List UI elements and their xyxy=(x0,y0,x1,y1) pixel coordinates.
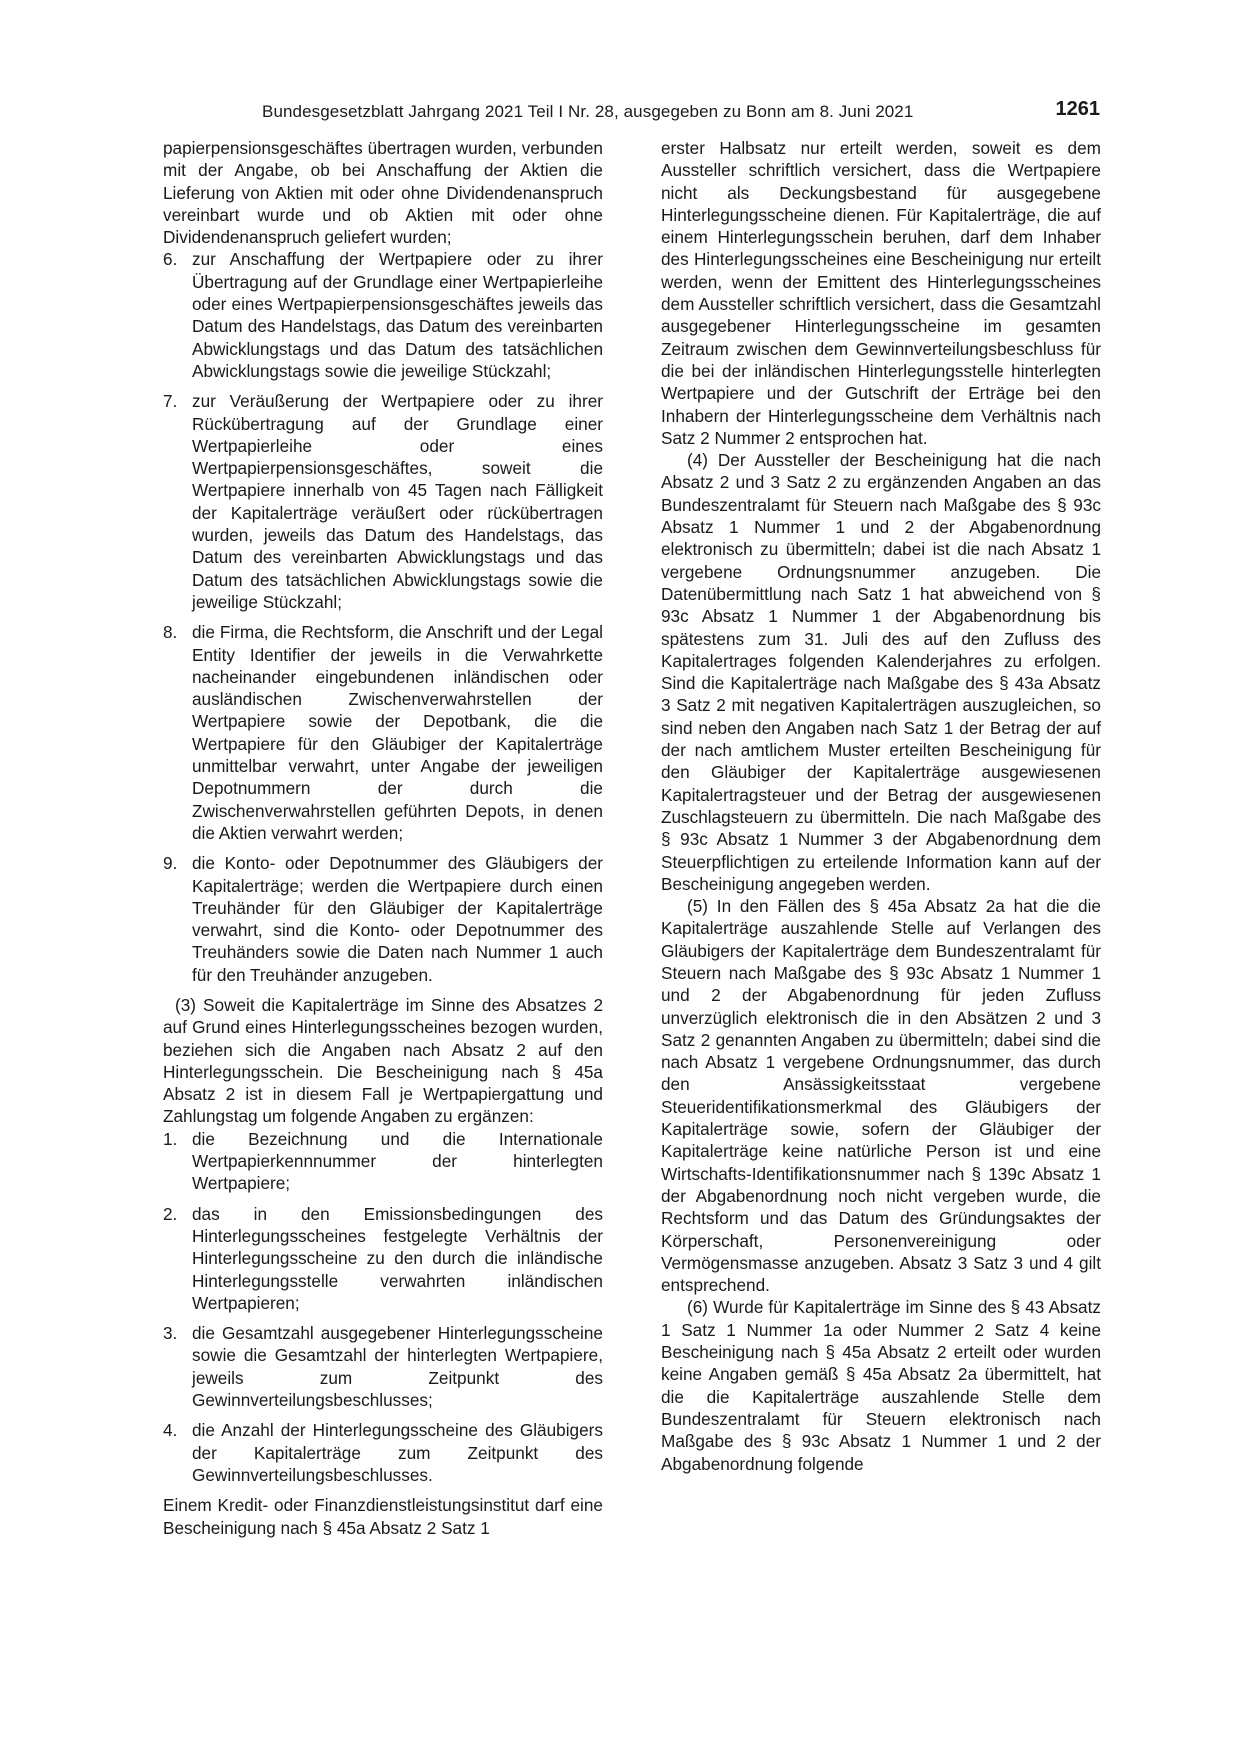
paragraph-5: (5) In den Fällen des § 45a Absatz 2a hat die die Kapitalerträge auszahlende Stelle auf Verlangen des Gläubigers der Kapitalerträge dem Bundeszentralamt für Steuern nach Maßgabe des § 93c Absatz 1 Nummer 1 und 2 der Abgabenordnung für jeden Zufluss unverzüglich elektronisch die in den Absätzen 2 und 3 Satz 2 genannten Angaben zu übermitteln; dabei sind die nach Absatz 1 vergebene Ordnungsnummer, das durch den Ansässigkeitsstaat vergebene Steueridentifikationsmerkmal des Gläubigers der Kapitalerträge sowie, sofern der Gläubiger der Kapitalerträge keine natürliche Person ist und eine Wirtschafts-Identifikationsnummer nach § 139c Absatz 1 der Abgabenordnung noch nicht vergeben wurde, die Rechtsform und das Datum des Gründungsaktes der Körperschaft, Personenvereinigung oder Vermögensmasse anzugeben. Absatz 3 Satz 3 und 4 gilt entsprechend. xyxy=(661,896,1101,1296)
page-header xyxy=(160,98,1100,128)
item-text: zur Veräußerung der Wertpapiere oder zu ihrer Rückübertragung auf der Grundlage einer Wertpapierleihe oder eines Wertpapierpensionsgeschäftes, soweit die Wertpapiere innerhalb von 45 Tagen nach Fälligkeit der Kapitalerträge veräußert oder rückübertragen wurden, jeweils das Datum des Handelstags, das Datum des vereinbarten Abwicklungstags und das Datum des tatsächlichen Abwicklungstags sowie die jeweilige Stückzahl; xyxy=(192,391,603,612)
list-item xyxy=(163,1322,603,1411)
closing-text: Einem Kredit- oder Finanzdienstleistungsinstitut darf eine Bescheinigung nach § 45a Absatz 2 Satz 1 xyxy=(163,1495,603,1538)
running-title: Bundesgesetzblatt Jahrgang 2021 Teil I Nr. 28, ausgegeben zu Bonn am 8. Juni 2021 xyxy=(262,102,914,121)
list-item xyxy=(163,248,603,382)
item-number: 8. xyxy=(163,622,178,643)
item-text: die Konto- oder Depotnummer des Gläubigers der Kapitalerträge; werden die Wertpapiere durch einen Treuhänder für den Gläubiger der Kapitalerträge verwahrt, sind die Konto- oder Depotnummer des Treuhänders sowie die Daten nach Nummer 1 auch für den Treuhänder anzugeben. xyxy=(192,853,603,985)
continuation-text: erster Halbsatz nur erteilt werden, soweit es dem Aussteller schriftlich versichert, dass die Wertpapiere nicht als Deckungsbestand für ausgegebene Hinterlegungsscheine dienen. Für Kapitalerträge, die auf einem Hinterlegungsschein beruhen, darf dem Inhaber des Hinterlegungsscheines eine Bescheinigung nur erteilt werden, wenn der Emittent des Hinterlegungsscheines dem Aussteller schriftlich versichert, dass die Gesamtzahl ausgegebener Hinterlegungsscheine im gesamten Zeitraum zwischen dem Gewinnverteilungsbeschluss für die bei der inländischen Hinterlegungsstelle hinterlegten Wertpapiere und der Gutschrift der Erträge bei den Inhabern der Hinterlegungsscheine dem Verhältnis nach Satz 2 Nummer 2 entsprochen hat. xyxy=(661,138,1101,448)
paragraph-4: (4) Der Aussteller der Bescheinigung hat die nach Absatz 2 und 3 Satz 2 zu ergänzenden Angaben an das Bundeszentralamt für Steuern nach Maßgabe des § 93c Absatz 1 Nummer 1 und 2 der Abgabenordnung elektronisch zu übermitteln; dabei ist die nach Absatz 1 vergebene Ordnungsnummer anzugeben. Die Datenübermittlung nach Satz 1 hat abweichend von § 93c Absatz 1 Nummer 1 der Abgabenordnung bis spätestens zum 31. Juli des auf den Zufluss des Kapitalertrages folgenden Kalenderjahres zu erfolgen. Sind die Kapitalerträge nach Maßgabe des § 43a Absatz 3 Satz 2 mit negativen Kapitalerträgen auszugleichen, so sind neben den Angaben nach Satz 1 der Betrag der auf der nach amtlichem Muster erteilten Bescheinigung für den Gläubiger der Kapitalerträge ausgewiesenen Kapitalertragsteuer und der Betrag der ausgewiesenen Zuschlagsteuern zu übermitteln. Die nach Maßgabe des § 93c Absatz 1 Nummer 3 der Abgabenordnung dem Steuerpflichtigen zu erteilende Information kann auf der Bescheinigung angegeben werden. xyxy=(661,450,1101,894)
list-item xyxy=(163,621,603,844)
item-text: zur Anschaffung der Wertpapiere oder zu ihrer Übertragung auf der Grundlage einer Wertpapierleihe oder eines Wertpapierpensionsgeschäftes jeweils das Datum des Handelstags, das Datum des vereinbarten Abwicklungstags und das Datum des tatsächlichen Abwicklungstags sowie die jeweilige Stückzahl; xyxy=(192,249,603,381)
page-number: 1261 xyxy=(1055,98,1100,120)
item-number: 7. xyxy=(163,391,178,412)
item-number: 4. xyxy=(163,1420,178,1441)
item-number: 3. xyxy=(163,1323,178,1344)
item-text: die Anzahl der Hinterlegungsscheine des Gläubigers der Kapitalerträge zum Zeitpunkt des Gewinnverteilungsbeschlusses. xyxy=(192,1420,603,1485)
right-column xyxy=(661,137,1101,1475)
item-number: 2. xyxy=(163,1203,178,1224)
item-text: die Bezeichnung und die Internationale Wertpapierkennnummer der hinterlegten Wertpapiere; xyxy=(192,1128,603,1194)
item-number: 9. xyxy=(163,853,178,874)
list-item xyxy=(163,390,603,613)
item-number: 1. xyxy=(163,1128,178,1149)
item-text: das in den Emissionsbedingungen des Hinterlegungsscheines festgelegte Verhältnis der Hinterlegungsscheine zu den durch die inländische Hinterlegungsstelle verwahrten inländischen Wertpapieren; xyxy=(192,1203,603,1313)
item-number: 6. xyxy=(163,249,178,270)
list-item xyxy=(163,1419,603,1486)
item-text: die Firma, die Rechtsform, die Anschrift und der Legal Entity Identifier der jeweils in die Verwahrkette nacheinander eingebundenen inländischen oder ausländischen Zwischenverwahrstellen der Wertpapiere sowie der Depotbank, die die Wertpapiere für den Gläubiger der Kapitalerträge unmittelbar verwahrt, unter Angabe der jeweiligen Depotnummern der durch die Zwischenverwahrstellen geführten Depots, in denen die Aktien verwahrt werden; xyxy=(192,622,603,843)
paragraph-3: (3) Soweit die Kapitalerträge im Sinne des Absatzes 2 auf Grund eines Hinterlegungsscheines bezogen wurden, beziehen sich die Angaben nach Absatz 2 auf den Hinterlegungsschein. Die Bescheinigung nach § 45a Absatz 2 ist in diesem Fall je Wertpapiergattung und Zahlungstag um folgende Angaben zu ergänzen: xyxy=(163,994,603,1127)
item-text: die Gesamtzahl ausgegebener Hinterlegungsscheine sowie die Gesamtzahl der hinterlegten Wertpapiere, jeweils zum Zeitpunkt des Gewinnverteilungsbeschlusses; xyxy=(192,1323,603,1411)
paragraph-6: (6) Wurde für Kapitalerträge im Sinne des § 43 Absatz 1 Satz 1 Nummer 1a oder Nummer 2 Satz 4 keine Bescheinigung nach § 45a Absatz 2 erteilt oder wurden keine Angaben gemäß § 45a Absatz 2a übermittelt, hat die die Kapitalerträge auszahlende Stelle dem Bundeszentralamt für Steuern elektronisch nach Maßgabe des § 93c Absatz 1 Nummer 1 und 2 der Abgabenordnung folgende xyxy=(661,1297,1101,1474)
list-item xyxy=(163,852,603,986)
list-item xyxy=(163,1203,603,1314)
list-item xyxy=(163,1128,603,1195)
continuation-text: papierpensionsgeschäftes übertragen wurden, verbunden mit der Angabe, ob bei Anschaffung der Aktien die Lieferung von Aktien mit oder ohne Dividendenanspruch vereinbart wurde und ob Aktien mit oder ohne Dividendenanspruch geliefert wurden; xyxy=(163,138,603,248)
left-column xyxy=(163,137,603,1539)
